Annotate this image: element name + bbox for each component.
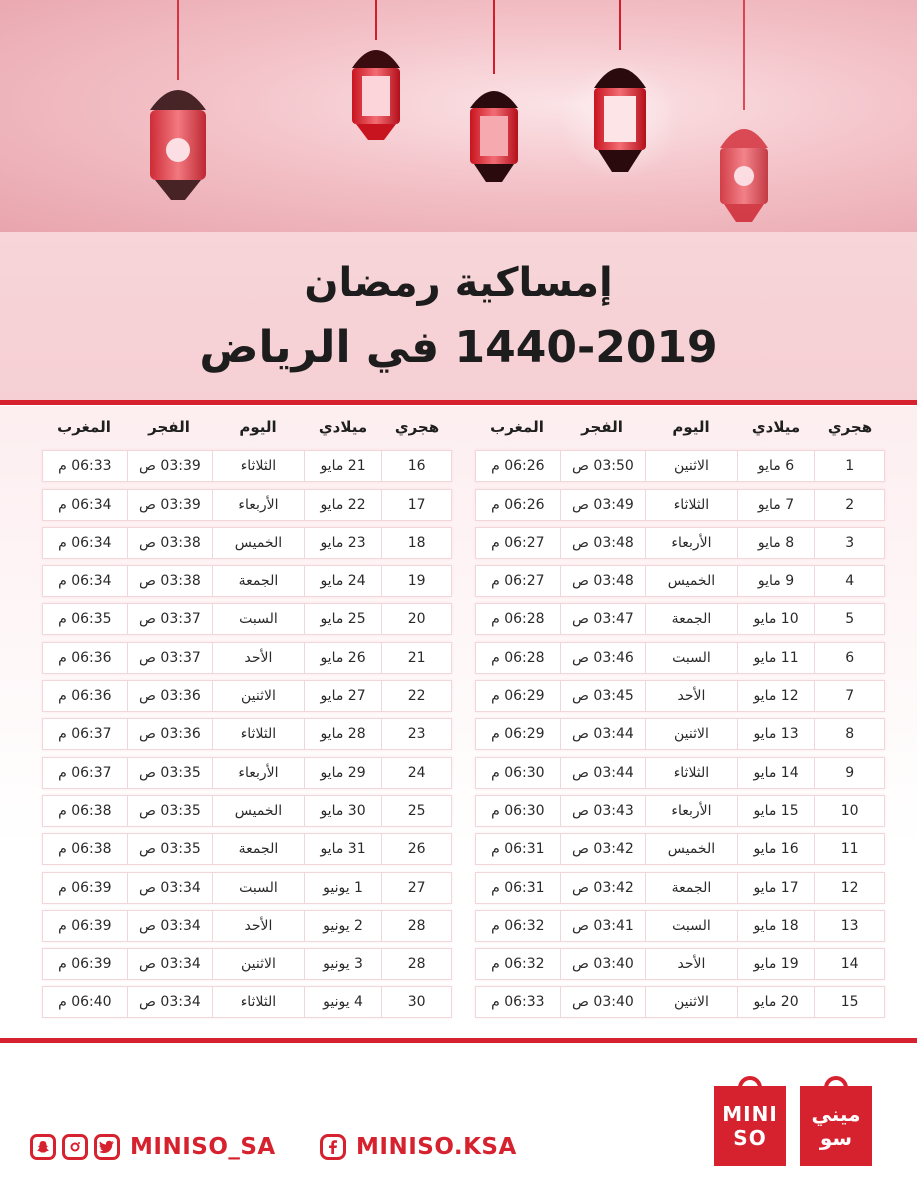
title-band (0, 232, 917, 400)
table-row (475, 489, 885, 521)
hijri-cell: 26 (381, 834, 451, 864)
table-row (42, 795, 452, 827)
fajr-time-cell: 03:34 ص (127, 873, 213, 903)
fajr-time-cell: 03:37 ص (127, 643, 213, 673)
maghrib-time-cell: 06:38 م (58, 841, 112, 858)
gregorian-date-cell: 15 مايو (737, 796, 815, 826)
table-row (475, 833, 885, 865)
gregorian-date-cell: 19 مايو (737, 949, 815, 979)
snapchat-icon[interactable] (30, 1134, 56, 1160)
gregorian-date-cell: 22 مايو (304, 490, 382, 520)
hijri-cell: 12 (814, 873, 884, 903)
gregorian-date-cell: 17 مايو (737, 873, 815, 903)
fajr-time-cell: 03:36 ص (127, 719, 213, 749)
gregorian-date-cell: 24 مايو (304, 566, 382, 596)
hijri-cell: 23 (381, 719, 451, 749)
gregorian-date-cell: 31 مايو (304, 834, 382, 864)
maghrib-time-cell: 06:29 م (491, 688, 545, 705)
hijri-cell: 1 (814, 451, 884, 481)
col-fajr-header: الفجر (581, 418, 623, 436)
weekday-cell: الجمعة (645, 604, 737, 634)
gregorian-date-cell: 21 مايو (304, 451, 382, 481)
lantern-icon (352, 0, 400, 140)
maghrib-time-cell: 06:31 م (491, 879, 545, 896)
maghrib-time-cell: 06:35 م (58, 611, 112, 628)
gregorian-date-cell: 27 مايو (304, 681, 382, 711)
hijri-cell: 20 (381, 604, 451, 634)
table-row (42, 948, 452, 980)
maghrib-time-cell: 06:37 م (58, 764, 112, 781)
col-day-header: اليوم (239, 418, 277, 436)
hijri-cell: 4 (814, 566, 884, 596)
maghrib-time-cell: 06:26 م (491, 496, 545, 513)
maghrib-time-cell: 06:27 م (491, 573, 545, 590)
logo-text: MINI (722, 1102, 778, 1126)
gregorian-date-cell: 11 مايو (737, 643, 815, 673)
gregorian-date-cell: 6 مايو (737, 451, 815, 481)
fajr-time-cell: 03:38 ص (127, 528, 213, 558)
social-handles (30, 1134, 276, 1160)
table-row (42, 718, 452, 750)
table-row (42, 489, 452, 521)
lantern-icon (150, 0, 206, 200)
col-gregorian-header: ميلادي (318, 418, 368, 436)
col-maghrib-header: المغرب (490, 418, 544, 436)
gregorian-date-cell: 7 مايو (737, 490, 815, 520)
table-body (42, 450, 452, 1018)
lantern-icon (470, 0, 518, 182)
table-row (475, 795, 885, 827)
weekday-cell: الخميس (645, 834, 737, 864)
weekday-cell: الثلاثاء (645, 490, 737, 520)
table-row (42, 565, 452, 597)
fajr-time-cell: 03:48 ص (560, 528, 646, 558)
col-day-header: اليوم (672, 418, 710, 436)
maghrib-time-cell: 06:40 م (58, 994, 112, 1011)
weekday-cell: الأربعاء (645, 528, 737, 558)
fajr-time-cell: 03:37 ص (127, 604, 213, 634)
weekday-cell: الجمعة (212, 566, 304, 596)
page-subtitle: 1440-2019 في الرياض (199, 322, 718, 373)
weekday-cell: الاثنين (212, 949, 304, 979)
hijri-cell: 17 (381, 490, 451, 520)
bag-handle-icon (738, 1076, 762, 1090)
maghrib-time-cell: 06:32 م (491, 956, 545, 973)
instagram-icon[interactable] (62, 1134, 88, 1160)
fajr-time-cell: 03:43 ص (560, 796, 646, 826)
maghrib-time-cell: 06:39 م (58, 879, 112, 896)
hijri-cell: 24 (381, 758, 451, 788)
maghrib-time-cell: 06:29 م (491, 726, 545, 743)
hijri-cell: 21 (381, 643, 451, 673)
table-row (475, 718, 885, 750)
facebook-icon[interactable] (320, 1134, 346, 1160)
gregorian-date-cell: 14 مايو (737, 758, 815, 788)
col-maghrib-header: المغرب (57, 418, 111, 436)
table-row (475, 948, 885, 980)
hijri-cell: 28 (381, 949, 451, 979)
schedule-table-right (475, 406, 885, 1018)
table-row (42, 603, 452, 635)
schedule-section (0, 406, 917, 1036)
col-gregorian-header: ميلادي (751, 418, 801, 436)
fajr-time-cell: 03:39 ص (127, 490, 213, 520)
hijri-cell: 8 (814, 719, 884, 749)
maghrib-time-cell: 06:30 م (491, 802, 545, 819)
table-row (42, 642, 452, 674)
table-row (475, 986, 885, 1018)
divider (0, 1038, 917, 1043)
fajr-time-cell: 03:44 ص (560, 719, 646, 749)
divider (0, 400, 917, 405)
hijri-cell: 25 (381, 796, 451, 826)
schedule-table-left (42, 406, 452, 1018)
gregorian-date-cell: 20 مايو (737, 987, 815, 1017)
twitter-icon[interactable] (94, 1134, 120, 1160)
gregorian-date-cell: 28 مايو (304, 719, 382, 749)
fajr-time-cell: 03:41 ص (560, 911, 646, 941)
weekday-cell: الاثنين (645, 719, 737, 749)
gregorian-date-cell: 9 مايو (737, 566, 815, 596)
gregorian-date-cell: 23 مايو (304, 528, 382, 558)
table-row (475, 565, 885, 597)
hijri-cell: 6 (814, 643, 884, 673)
table-row (42, 872, 452, 904)
hijri-cell: 3 (814, 528, 884, 558)
table-header (475, 406, 885, 444)
maghrib-time-cell: 06:34 م (58, 534, 112, 551)
hijri-cell: 10 (814, 796, 884, 826)
fajr-time-cell: 03:35 ص (127, 834, 213, 864)
weekday-cell: الجمعة (212, 834, 304, 864)
fajr-time-cell: 03:42 ص (560, 873, 646, 903)
table-row (475, 603, 885, 635)
table-row (42, 680, 452, 712)
gregorian-date-cell: 26 مايو (304, 643, 382, 673)
hijri-cell: 15 (814, 987, 884, 1017)
gregorian-date-cell: 8 مايو (737, 528, 815, 558)
logo-text: SO (733, 1126, 767, 1150)
table-row (475, 910, 885, 942)
weekday-cell: الأحد (212, 643, 304, 673)
maghrib-time-cell: 06:30 م (491, 764, 545, 781)
page-title: إمساكية رمضان (304, 260, 613, 306)
fajr-time-cell: 03:36 ص (127, 681, 213, 711)
maghrib-time-cell: 06:37 م (58, 726, 112, 743)
lantern-icon (720, 0, 768, 222)
gregorian-date-cell: 2 يونيو (304, 911, 382, 941)
fajr-time-cell: 03:47 ص (560, 604, 646, 634)
hijri-cell: 9 (814, 758, 884, 788)
hijri-cell: 18 (381, 528, 451, 558)
fajr-time-cell: 03:34 ص (127, 987, 213, 1017)
lanterns-illustration (0, 0, 917, 232)
weekday-cell: الأربعاء (212, 490, 304, 520)
fajr-time-cell: 03:49 ص (560, 490, 646, 520)
weekday-cell: الأحد (212, 911, 304, 941)
maghrib-time-cell: 06:28 م (491, 649, 545, 666)
maghrib-time-cell: 06:31 م (491, 841, 545, 858)
gregorian-date-cell: 30 مايو (304, 796, 382, 826)
fajr-time-cell: 03:40 ص (560, 949, 646, 979)
weekday-cell: الثلاثاء (212, 719, 304, 749)
footer (0, 1044, 917, 1200)
table-row (42, 527, 452, 559)
hijri-cell: 7 (814, 681, 884, 711)
weekday-cell: السبت (212, 604, 304, 634)
facebook-handle (320, 1134, 517, 1160)
hijri-cell: 16 (381, 451, 451, 481)
bag-handle-icon (824, 1076, 848, 1090)
fajr-time-cell: 03:39 ص (127, 451, 213, 481)
table-row (42, 986, 452, 1018)
maghrib-time-cell: 06:36 م (58, 688, 112, 705)
weekday-cell: الجمعة (645, 873, 737, 903)
weekday-cell: السبت (645, 643, 737, 673)
weekday-cell: الثلاثاء (212, 451, 304, 481)
fajr-time-cell: 03:48 ص (560, 566, 646, 596)
maghrib-time-cell: 06:26 م (491, 458, 545, 475)
hijri-cell: 14 (814, 949, 884, 979)
maghrib-time-cell: 06:39 م (58, 917, 112, 934)
maghrib-time-cell: 06:28 م (491, 611, 545, 628)
maghrib-time-cell: 06:34 م (58, 496, 112, 513)
table-row (42, 757, 452, 789)
gregorian-date-cell: 16 مايو (737, 834, 815, 864)
hijri-cell: 13 (814, 911, 884, 941)
fajr-time-cell: 03:38 ص (127, 566, 213, 596)
gregorian-date-cell: 4 يونيو (304, 987, 382, 1017)
maghrib-time-cell: 06:32 م (491, 917, 545, 934)
gregorian-date-cell: 29 مايو (304, 758, 382, 788)
maghrib-time-cell: 06:33 م (491, 994, 545, 1011)
table-row (475, 527, 885, 559)
miniso-logo-en (714, 1086, 786, 1166)
hijri-cell: 30 (381, 987, 451, 1017)
weekday-cell: الثلاثاء (212, 987, 304, 1017)
table-row (475, 642, 885, 674)
hijri-cell: 2 (814, 490, 884, 520)
hijri-cell: 19 (381, 566, 451, 596)
social-handle-text[interactable]: MINISO_SA (130, 1134, 276, 1160)
table-row (42, 450, 452, 482)
weekday-cell: الاثنين (212, 681, 304, 711)
hijri-cell: 11 (814, 834, 884, 864)
fajr-time-cell: 03:44 ص (560, 758, 646, 788)
gregorian-date-cell: 13 مايو (737, 719, 815, 749)
fajr-time-cell: 03:35 ص (127, 796, 213, 826)
maghrib-time-cell: 06:34 م (58, 573, 112, 590)
hijri-cell: 27 (381, 873, 451, 903)
maghrib-time-cell: 06:38 م (58, 802, 112, 819)
col-hijri-header: هجري (394, 418, 440, 436)
hero-banner (0, 0, 917, 232)
gregorian-date-cell: 10 مايو (737, 604, 815, 634)
weekday-cell: الخميس (212, 528, 304, 558)
weekday-cell: الاثنين (645, 987, 737, 1017)
logo-text: سو (819, 1126, 853, 1150)
table-row (475, 757, 885, 789)
lantern-icon (594, 0, 646, 172)
maghrib-time-cell: 06:33 م (58, 458, 112, 475)
maghrib-time-cell: 06:39 م (58, 956, 112, 973)
gregorian-date-cell: 25 مايو (304, 604, 382, 634)
table-row (42, 833, 452, 865)
fajr-time-cell: 03:40 ص (560, 987, 646, 1017)
table-row (475, 872, 885, 904)
fajr-time-cell: 03:42 ص (560, 834, 646, 864)
facebook-handle-text[interactable]: MINISO.KSA (356, 1134, 517, 1160)
col-fajr-header: الفجر (148, 418, 190, 436)
fajr-time-cell: 03:45 ص (560, 681, 646, 711)
table-row (475, 450, 885, 482)
fajr-time-cell: 03:34 ص (127, 949, 213, 979)
weekday-cell: السبت (212, 873, 304, 903)
weekday-cell: السبت (645, 911, 737, 941)
gregorian-date-cell: 3 يونيو (304, 949, 382, 979)
hijri-cell: 28 (381, 911, 451, 941)
maghrib-time-cell: 06:27 م (491, 534, 545, 551)
weekday-cell: الأحد (645, 949, 737, 979)
weekday-cell: الثلاثاء (645, 758, 737, 788)
gregorian-date-cell: 1 يونيو (304, 873, 382, 903)
miniso-logo-ar (800, 1086, 872, 1166)
weekday-cell: الخميس (645, 566, 737, 596)
gregorian-date-cell: 12 مايو (737, 681, 815, 711)
col-hijri-header: هجري (827, 418, 873, 436)
table-row (475, 680, 885, 712)
fajr-time-cell: 03:46 ص (560, 643, 646, 673)
table-row (42, 910, 452, 942)
weekday-cell: الاثنين (645, 451, 737, 481)
gregorian-date-cell: 18 مايو (737, 911, 815, 941)
logo-text: ميني (811, 1102, 861, 1126)
weekday-cell: الأربعاء (212, 758, 304, 788)
hijri-cell: 22 (381, 681, 451, 711)
hijri-cell: 5 (814, 604, 884, 634)
fajr-time-cell: 03:50 ص (560, 451, 646, 481)
fajr-time-cell: 03:35 ص (127, 758, 213, 788)
fajr-time-cell: 03:34 ص (127, 911, 213, 941)
weekday-cell: الخميس (212, 796, 304, 826)
weekday-cell: الأربعاء (645, 796, 737, 826)
table-body (475, 450, 885, 1018)
weekday-cell: الأحد (645, 681, 737, 711)
maghrib-time-cell: 06:36 م (58, 649, 112, 666)
table-header (42, 406, 452, 444)
